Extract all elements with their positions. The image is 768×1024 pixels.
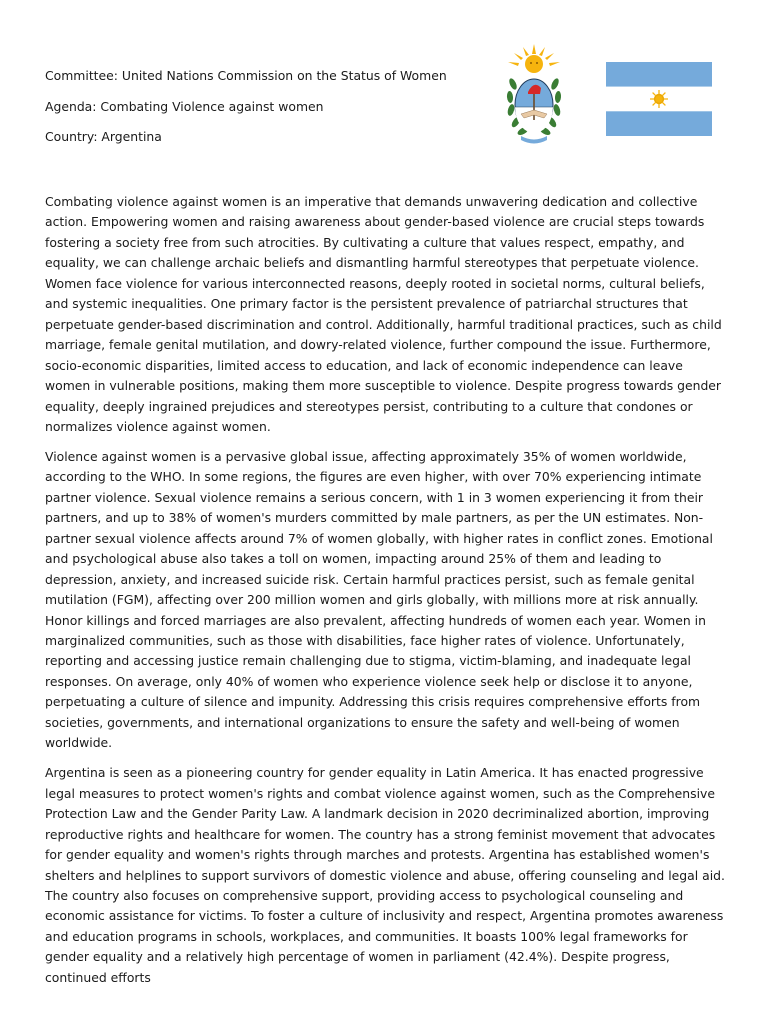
paragraph-2: Violence against women is a pervasive global issue, affecting approximately 35% of women worldwide, according to the WHO. In some regions, the figures are even higher, with over 70% experiencing intimate partner violence. Sexual violence remains a serious concern, with 1 in 3 women experiencing it from their partners, and up to 38% of women's murders committed by male partners, as per the UN estimates. Non-partner sexual violence affects around 7% of women globally, with higher rates in conflict zones. Emotional and psychological abuse also takes a toll on women, impacting around 25% of them and leading to depression, anxiety, and increased suicide risk. Certain harmful practices persist, such as female genital mutilation (FGM), affecting over 200 million women and girls globally, with millions more at risk annually. Honor killings and forced marriages are also prevalent, affecting hundreds of women each year. Women in marginalized communities, such as those with disabilities, face higher rates of violence. Unfortunately, reporting and accessing justice remain challenging due to stigma, victim-blaming, and inadequate legal responses. On average, only 40% of women who experience violence seek help or disclose it to anyone, perpetuating a culture of silence and impunity. Addressing this crisis requires comprehensive efforts from societies, governments, and international organizations to ensure the safety and well-being of women worldwide. <box>45 448 713 751</box>
paragraph-1: Combating violence against women is an imperative that demands unwavering dedication and collective action. Empowering women and raising awareness about gender-based violence are crucial steps towards fostering a society free from such atrocities. By cultivating a culture that values respect, empathy, and equality, we can challenge archaic beliefs and dismantling harmful stereotypes that perpetuate violence. Women face violence for various interconnected reasons, deeply rooted in societal norms, cultural beliefs, and systemic inequalities. One primary factor is the persistent prevalence of patriarchal structures that perpetuate gender-based discrimination and control. Additionally, harmful traditional practices, such as child marriage, female genital mutilation, and dowry-related violence, further compound the issue. Furthermore, socio-economic disparities, limited access to education, and lack of economic independence can leave women in vulnerable positions, making them more susceptible to violence. Despite progress towards gender equality, deeply ingrained prejudices and stereotypes persist, contributing to a culture that condones or normalizes violence against women. <box>45 194 722 434</box>
document-body <box>45 192 729 998</box>
committee-line: Committee: United Nations Commission on the Status of Women <box>45 68 447 83</box>
country-line: Country: Argentina <box>45 129 162 144</box>
document-header <box>45 68 475 160</box>
agenda-line: Agenda: Combating Violence against women <box>45 98 324 114</box>
argentina-flag-icon <box>606 62 712 136</box>
paragraph-3: Argentina is seen as a pioneering country for gender equality in Latin America. It has enacted progressive legal measures to protect women's rights and combat violence against women, such as the Comprehensive Protection Law and the Gender Parity Law. A landmark decision in 2020 decriminalized abortion, improving reproductive rights and healthcare for women. The country has a strong feminist movement that advocates for gender equality and women's rights through marches and protests. Argentina has established women's shelters and helplines to support survivors of domestic violence and abuse, offering counseling and legal aid. The country also focuses on comprehensive support, providing access to psychological counseling and economic assistance for victims. To foster a culture of inclusivity and respect, Argentina promotes awareness and education programs in schools, workplaces, and communities. It boasts 100% legal frameworks for gender equality and a relatively high percentage of women in parliament (42.4%). Despite progress, continued efforts <box>45 765 725 985</box>
argentina-coat-of-arms-icon <box>503 42 565 148</box>
